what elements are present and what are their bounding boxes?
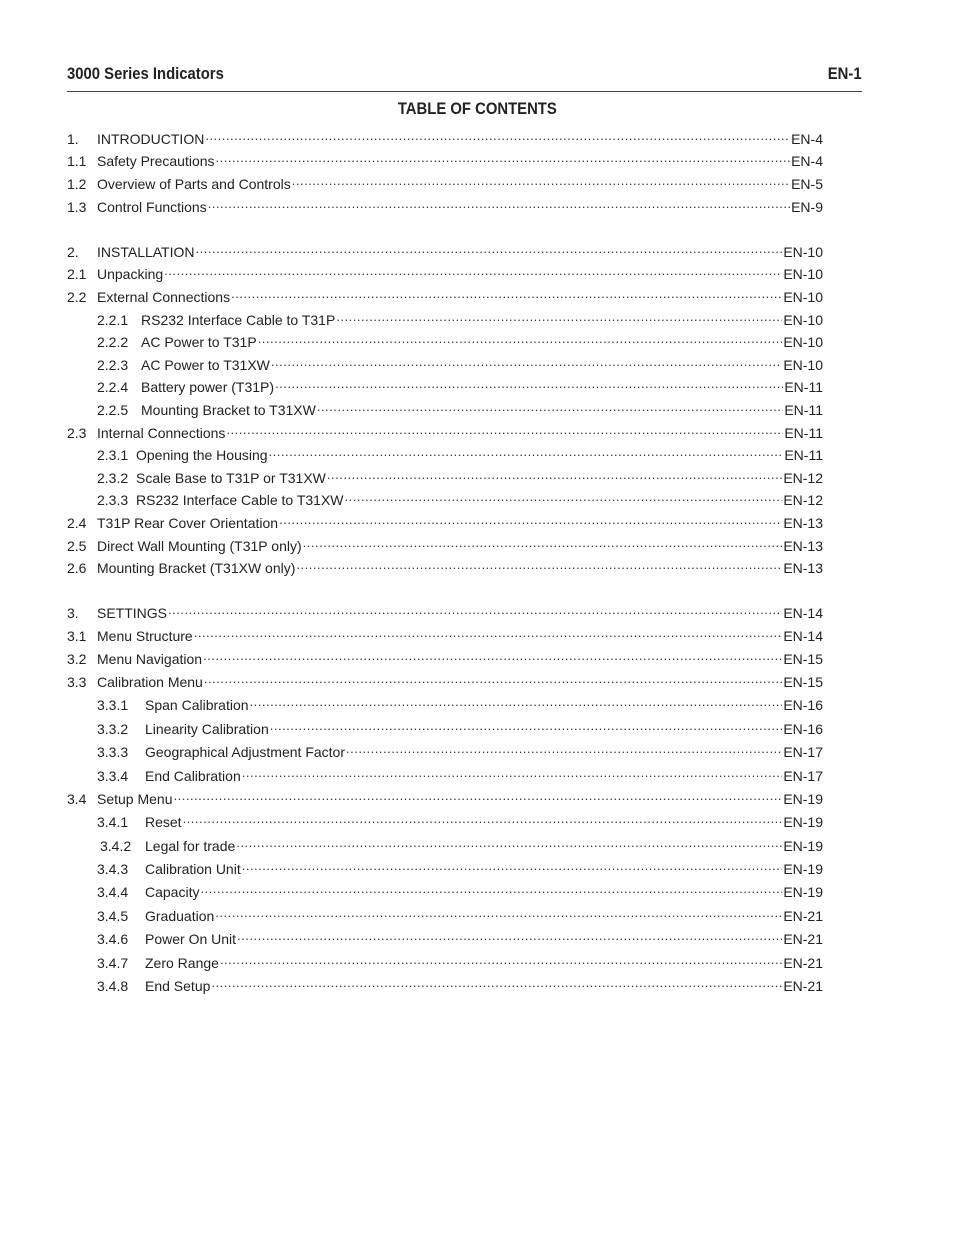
toc-entry-number: 3.2 bbox=[67, 651, 87, 667]
dot-leader bbox=[346, 737, 782, 757]
toc-entry-page: EN-11 bbox=[784, 425, 823, 441]
toc-entry-number: 2.2.5 bbox=[97, 402, 129, 418]
toc-entry[interactable] bbox=[67, 169, 823, 192]
toc-entry-number: 3. bbox=[67, 605, 79, 621]
toc-entry-page: EN-4 bbox=[791, 131, 823, 147]
toc-entry-number: 3.4.2 bbox=[100, 838, 132, 854]
toc-heading-text: TABLE OF CONTENTS bbox=[397, 100, 557, 118]
dot-leader bbox=[279, 508, 782, 528]
toc-entry[interactable] bbox=[97, 854, 823, 877]
toc-entry-page: EN-16 bbox=[783, 721, 823, 737]
toc-entry[interactable] bbox=[67, 784, 823, 807]
dot-leader bbox=[231, 282, 782, 302]
dot-leader bbox=[194, 621, 783, 641]
toc-entry-page: EN-13 bbox=[783, 560, 823, 576]
toc-entry-number: 3.3 bbox=[67, 674, 87, 690]
toc-entry-number: 2.3.2 bbox=[97, 470, 129, 486]
toc-entry-title: AC Power to T31P bbox=[141, 334, 257, 350]
dot-leader bbox=[250, 690, 783, 710]
page-header bbox=[67, 62, 862, 92]
toc-entry-number: 3.4.4 bbox=[97, 884, 129, 900]
toc-entry-page: EN-11 bbox=[784, 402, 823, 418]
toc-entry-number: 3.1 bbox=[67, 628, 87, 644]
toc-entry-page: EN-14 bbox=[783, 605, 823, 621]
toc-entry-page: EN-19 bbox=[783, 791, 823, 807]
toc-entry-number: 2.4 bbox=[67, 515, 87, 531]
page-number: EN-1 bbox=[828, 65, 862, 83]
toc-entry-page: EN-10 bbox=[783, 244, 823, 260]
toc-entry[interactable] bbox=[67, 237, 823, 260]
toc-entry-title: Geographical Adjustment Factor bbox=[145, 744, 345, 760]
toc-entry-title: Safety Precautions bbox=[97, 153, 215, 169]
toc-entry-page: EN-9 bbox=[791, 199, 823, 215]
dot-leader bbox=[205, 124, 790, 144]
toc-entry-title: Linearity Calibration bbox=[145, 721, 269, 737]
toc-entry[interactable] bbox=[97, 327, 823, 350]
toc-entry-title: Graduation bbox=[145, 908, 215, 924]
dot-leader bbox=[204, 667, 782, 687]
dot-leader bbox=[196, 237, 783, 257]
toc-entry[interactable] bbox=[67, 621, 823, 644]
toc-entry-title: Unpacking bbox=[97, 266, 164, 282]
toc-entry-title: End Calibration bbox=[145, 768, 241, 784]
toc-entry[interactable] bbox=[97, 463, 823, 486]
toc-entry-page: EN-17 bbox=[783, 744, 823, 760]
toc-entry-title: RS232 Interface Cable to T31P bbox=[141, 312, 336, 328]
toc-entry-page: EN-4 bbox=[791, 153, 823, 169]
toc-entry-page: EN-5 bbox=[791, 176, 823, 192]
toc-entry[interactable] bbox=[67, 192, 823, 215]
toc-entry-number: 3.4.1 bbox=[97, 814, 129, 830]
toc-entry[interactable] bbox=[97, 372, 823, 395]
toc-entry-title: Legal for trade bbox=[145, 838, 236, 854]
dot-leader bbox=[216, 146, 791, 166]
toc-entry-page: EN-10 bbox=[783, 334, 823, 350]
dot-leader bbox=[168, 598, 782, 618]
dot-leader bbox=[215, 901, 782, 921]
toc-entry[interactable] bbox=[97, 877, 823, 900]
toc-entry-page: EN-11 bbox=[784, 447, 823, 463]
toc-entry-number: 1.1 bbox=[67, 153, 87, 169]
toc-entry[interactable] bbox=[67, 282, 823, 305]
dot-leader bbox=[242, 761, 783, 781]
toc-entry[interactable] bbox=[97, 440, 823, 463]
dot-leader bbox=[226, 418, 783, 438]
toc-entry-title: Calibration Unit bbox=[145, 861, 241, 877]
toc-entry-title: Menu Navigation bbox=[97, 651, 203, 667]
toc-entry-page: EN-10 bbox=[783, 357, 823, 373]
dot-leader bbox=[327, 463, 782, 483]
toc-entry[interactable] bbox=[97, 924, 823, 947]
dot-leader bbox=[345, 485, 783, 505]
dot-leader bbox=[296, 553, 782, 573]
toc-entry-number: 2.2.2 bbox=[97, 334, 129, 350]
toc-entry-page: EN-16 bbox=[783, 697, 823, 713]
toc-entry-page: EN-13 bbox=[783, 538, 823, 554]
toc-entry-page: EN-19 bbox=[783, 861, 823, 877]
toc-entry-page: EN-19 bbox=[783, 884, 823, 900]
toc-entry-number: 3.3.4 bbox=[97, 768, 129, 784]
toc-entry-number: 2.2 bbox=[67, 289, 87, 305]
toc-entry-number: 3.4.8 bbox=[97, 978, 129, 994]
toc-entry-title: Mounting Bracket to T31XW bbox=[141, 402, 316, 418]
dot-leader bbox=[174, 784, 783, 804]
toc-entry-title: Battery power (T31P) bbox=[141, 379, 275, 395]
toc-entry-number: 3.4.3 bbox=[97, 861, 129, 877]
toc-entry[interactable] bbox=[67, 598, 823, 621]
toc-entry-title: Menu Structure bbox=[97, 628, 193, 644]
toc-entry-page: EN-10 bbox=[783, 312, 823, 328]
dot-leader bbox=[164, 259, 782, 279]
toc-entry[interactable] bbox=[97, 761, 823, 784]
toc-entry[interactable] bbox=[97, 807, 823, 830]
toc-entry-page: EN-10 bbox=[783, 266, 823, 282]
toc-entry-page: EN-11 bbox=[784, 379, 823, 395]
dot-leader bbox=[292, 169, 790, 189]
toc-entry-page: EN-19 bbox=[783, 814, 823, 830]
toc-entry[interactable] bbox=[97, 690, 823, 713]
toc-entry-title: INTRODUCTION bbox=[97, 131, 205, 147]
toc-entry-page: EN-21 bbox=[783, 931, 823, 947]
toc-entry[interactable] bbox=[67, 531, 823, 554]
toc-entry[interactable] bbox=[67, 418, 823, 441]
dot-leader bbox=[211, 971, 782, 991]
dot-leader bbox=[275, 372, 783, 392]
dot-leader bbox=[208, 192, 790, 212]
dot-leader bbox=[271, 350, 782, 370]
toc-entry-number: 2.2.4 bbox=[97, 379, 129, 395]
toc-entry-title: Mounting Bracket (T31XW only) bbox=[97, 560, 296, 576]
toc-entry-number: 2.3.3 bbox=[97, 492, 129, 508]
toc-entry-title: AC Power to T31XW bbox=[141, 357, 270, 373]
toc-entry[interactable] bbox=[67, 508, 823, 531]
toc-entry[interactable] bbox=[97, 395, 823, 418]
toc-entry-title: Calibration Menu bbox=[97, 674, 203, 690]
toc-entry-number: 1.3 bbox=[67, 199, 87, 215]
dot-leader bbox=[220, 948, 782, 968]
dot-leader bbox=[200, 877, 782, 897]
dot-leader bbox=[236, 831, 782, 851]
toc-entry[interactable] bbox=[67, 124, 823, 147]
toc-entry-page: EN-15 bbox=[783, 651, 823, 667]
toc-entry[interactable] bbox=[67, 667, 823, 690]
toc-entry-page: EN-15 bbox=[783, 674, 823, 690]
toc-entry-page: EN-14 bbox=[783, 628, 823, 644]
toc-entry-page: EN-12 bbox=[783, 492, 823, 508]
toc-entry[interactable] bbox=[97, 971, 823, 994]
toc-entry[interactable] bbox=[97, 901, 823, 924]
toc-entry-title: Control Functions bbox=[97, 199, 207, 215]
dot-leader bbox=[237, 924, 782, 944]
toc-entry[interactable] bbox=[97, 948, 823, 971]
dot-leader bbox=[242, 854, 783, 874]
toc-entry-title: Scale Base to T31P or T31XW bbox=[136, 470, 326, 486]
toc-entry-title: Span Calibration bbox=[145, 697, 249, 713]
toc-entry-number: 2.6 bbox=[67, 560, 87, 576]
toc-entry-number: 3.3.1 bbox=[97, 697, 129, 713]
toc-entry-number: 2.2.1 bbox=[97, 312, 129, 328]
toc-entry[interactable] bbox=[100, 831, 823, 854]
dot-leader bbox=[270, 714, 783, 734]
toc-entry-number: 1.2 bbox=[67, 176, 87, 192]
toc-entry-number: 2.5 bbox=[67, 538, 87, 554]
toc-entry[interactable] bbox=[67, 146, 823, 169]
dot-leader bbox=[317, 395, 784, 415]
toc-entry-number: 2.2.3 bbox=[97, 357, 129, 373]
toc-entry-title: Internal Connections bbox=[97, 425, 226, 441]
toc-entry[interactable] bbox=[67, 553, 823, 576]
toc-entry-title: External Connections bbox=[97, 289, 231, 305]
toc-entry[interactable] bbox=[97, 485, 823, 508]
toc-entry[interactable] bbox=[97, 737, 823, 760]
dot-leader bbox=[183, 807, 783, 827]
toc-entry-title: Opening the Housing bbox=[136, 447, 268, 463]
toc-entry-number: 2.3 bbox=[67, 425, 87, 441]
toc-entry-number: 2.3.1 bbox=[97, 447, 129, 463]
toc-entry-number: 3.3.3 bbox=[97, 744, 129, 760]
toc-entry-number: 3.4.5 bbox=[97, 908, 129, 924]
toc-entry-number: 3.4.6 bbox=[97, 931, 129, 947]
dot-leader bbox=[258, 327, 783, 347]
document-title: 3000 Series Indicators bbox=[67, 65, 224, 83]
dot-leader bbox=[203, 644, 782, 664]
dot-leader bbox=[336, 305, 782, 325]
toc-entry-title: INSTALLATION bbox=[97, 244, 195, 260]
toc-entry-page: EN-12 bbox=[783, 470, 823, 486]
toc-entry-number: 3.4.7 bbox=[97, 955, 129, 971]
toc-entry-title: Direct Wall Mounting (T31P only) bbox=[97, 538, 302, 554]
toc-entry-title: RS232 Interface Cable to T31XW bbox=[136, 492, 344, 508]
toc-heading bbox=[0, 100, 954, 119]
toc-entry-page: EN-21 bbox=[783, 978, 823, 994]
toc-entry-page: EN-17 bbox=[783, 768, 823, 784]
toc-entry-title: End Setup bbox=[145, 978, 211, 994]
toc-entry[interactable] bbox=[97, 305, 823, 328]
toc-entry[interactable] bbox=[97, 714, 823, 737]
dot-leader bbox=[269, 440, 784, 460]
toc-entry-title: Setup Menu bbox=[97, 791, 173, 807]
toc-entry-page: EN-21 bbox=[783, 955, 823, 971]
toc-entry-page: EN-10 bbox=[783, 289, 823, 305]
toc-entry-title: Zero Range bbox=[145, 955, 219, 971]
toc-entry-title: Overview of Parts and Controls bbox=[97, 176, 291, 192]
toc-entry-title: SETTINGS bbox=[97, 605, 168, 621]
toc-entry-page: EN-19 bbox=[783, 838, 823, 854]
toc-entry-page: EN-13 bbox=[783, 515, 823, 531]
toc-entry-title: Power On Unit bbox=[145, 931, 237, 947]
toc-entry-number: 2. bbox=[67, 244, 79, 260]
toc-entry-number: 3.4 bbox=[67, 791, 87, 807]
toc-entry[interactable] bbox=[67, 644, 823, 667]
toc-entry-title: T31P Rear Cover Orientation bbox=[97, 515, 279, 531]
toc-entry-number: 1. bbox=[67, 131, 79, 147]
toc-entry-number: 3.3.2 bbox=[97, 721, 129, 737]
toc-entry-title: Capacity bbox=[145, 884, 200, 900]
toc-entry[interactable] bbox=[97, 350, 823, 373]
toc-entry-page: EN-21 bbox=[783, 908, 823, 924]
toc-entry-title: Reset bbox=[145, 814, 182, 830]
dot-leader bbox=[303, 531, 783, 551]
toc-entry[interactable] bbox=[67, 259, 823, 282]
toc-entry-number: 2.1 bbox=[67, 266, 87, 282]
